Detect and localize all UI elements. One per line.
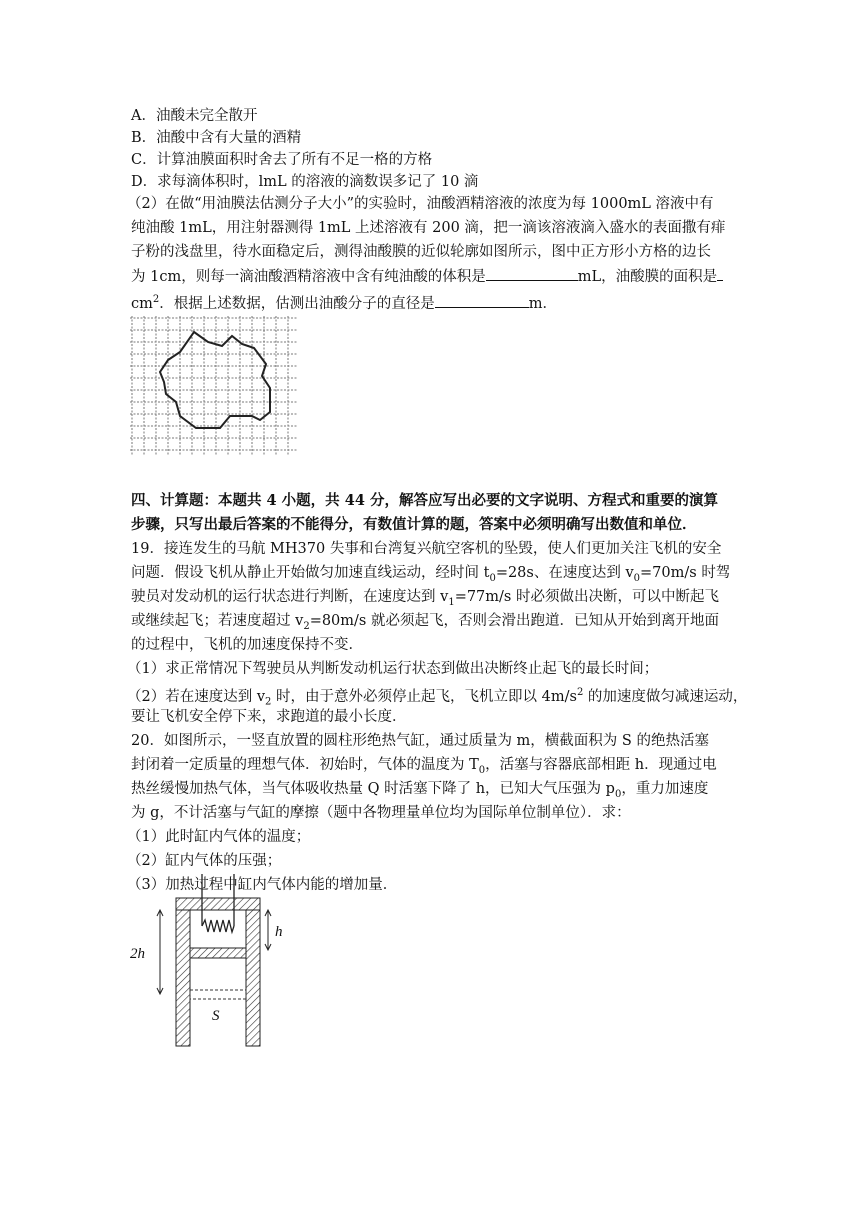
q19-part2-sub-v2: 2	[265, 696, 272, 708]
q20-sub-p0: 0	[614, 788, 622, 800]
q18-2-line5-sup: 2	[152, 294, 160, 305]
q20-line2	[131, 755, 717, 781]
q19-line2-b: =28s、在速度达到 v	[495, 565, 634, 581]
section-4-heading-line1: 四、计算题：本题共 4 小题，共 44 分，解答应写出必要的文字说明、方程式和重要的演算	[131, 492, 718, 509]
q20-part2: （2）缸内气体的压强；	[127, 853, 282, 869]
q19-sub-v2: 2	[303, 620, 310, 632]
q20-line3	[131, 779, 708, 805]
q19-line2-c: =70m/s 时驾	[640, 565, 731, 581]
q19-sub-t0: 0	[489, 572, 496, 584]
q19-part2-line2: 要让飞机安全停下来，求跑道的最小长度．	[131, 709, 407, 725]
option-d: D．求每滴体积时，lmL 的溶液的滴数误多记了 10 滴	[131, 174, 479, 190]
q20-line2-a: 封闭着一定质量的理想气体．初始时，气体的温度为 T	[131, 757, 479, 773]
q19-line5: 的过程中，飞机的加速度保持不变．	[131, 637, 363, 653]
oil-film-grid-figure	[130, 316, 298, 456]
q20-sub-t0: 0	[478, 764, 486, 776]
q19-line3-b: =77m/s 时必须做出决断，可以中断起飞	[454, 589, 719, 605]
cylinder-top-cap	[176, 898, 260, 910]
q19-line3-a: 驶员对发动机的运行状态进行判断，在速度达到 v	[131, 589, 449, 605]
label-h: h	[275, 924, 283, 940]
q20-line3-b: ，重力加速度	[621, 781, 709, 797]
q18-2-line5-text-b: ．根据上述数据，估测出油酸分子的直径是	[159, 295, 435, 312]
answer-blank-diameter[interactable]	[435, 293, 529, 308]
q19-sub-v0: 0	[633, 572, 641, 584]
q18-2-line3: 子粉的浅盘里，待水面稳定后，测得油酸膜的近似轮廓如图所示，图中正方形小方格的边长	[131, 244, 711, 260]
option-a: A．油酸未完全散开	[131, 108, 258, 124]
answer-blank-volume[interactable]	[486, 266, 578, 281]
q20-line2-b: ，活塞与容器底部相距 h．现通过电	[485, 757, 717, 773]
q18-2-line5-cm: cm	[131, 295, 153, 312]
answer-blank-area[interactable]	[717, 266, 723, 281]
q19-line4-b: =80m/s 就必须起飞，否则会滑出跑道．已知从开始到离开地面	[309, 613, 719, 629]
q19-part2-sup: 2	[576, 687, 584, 698]
piston	[190, 948, 246, 958]
cylinder-piston-figure	[126, 874, 296, 1052]
q18-2-line4-text-a: 为 1cm，则每一滴油酸酒精溶液中含有纯油酸的体积是	[131, 269, 486, 285]
section-4-heading-line2: 步骤，只写出最后答案的不能得分，有数值计算的题，答案中必须明确写出数值和单位．	[131, 516, 697, 533]
q19-line1: 19．接连发生的马航 MH370 失事和台湾复兴航空客机的坠毁，使人们更加关注飞机的安全	[131, 541, 722, 557]
q20-part3: （3）加热过程中缸内气体内能的增加量．	[127, 877, 398, 893]
label-2h: 2h	[130, 946, 145, 962]
option-c: C．计算油膜面积时舍去了所有不足一格的方格	[131, 152, 433, 168]
q19-part2-c: 的加速度做匀减速运动，	[583, 688, 748, 705]
q20-line3-a: 热丝缓慢加热气体，当气体吸收热量 Q 时活塞下降了 h，已知大气压强为 p	[131, 781, 615, 797]
q19-line2-a: 问题．假设飞机从静止开始做匀加速直线运动，经时间 t	[131, 565, 490, 581]
q18-2-line5-text-c: m．	[528, 295, 557, 312]
q18-2-line1: （2）在做“用油膜法估测分子大小”的实验时，油酸酒精溶液的浓度为每 1000mL 溶液中有	[127, 196, 714, 212]
q19-line4-a: 或继续起飞；若速度超过 v	[131, 613, 304, 629]
heater-coil	[202, 920, 234, 932]
option-b: B．油酸中含有大量的酒精	[131, 130, 302, 146]
q20-line4: 为 g，不计活塞与气缸的摩擦（题中各物理量单位均为国际单位制单位）．求：	[131, 805, 631, 821]
q20-line1: 20．如图所示，一竖直放置的圆柱形绝热气缸，通过质量为 m，横截面积为 S 的绝热活塞	[131, 733, 709, 749]
q19-line4	[131, 611, 719, 637]
piston-initial-position	[190, 990, 246, 999]
q18-2-line5	[131, 290, 557, 314]
q20-part1: （1）此时缸内气体的温度；	[127, 829, 311, 845]
q19-sub-v1: 1	[448, 596, 455, 608]
q19-part1: （1）求正常情况下驾驶员从判断发动机运行状态到做出决断终止起飞的最长时间；	[127, 661, 659, 677]
cylinder-right-wall	[246, 910, 260, 1046]
q19-part2-b: 时，由于意外必须停止起飞，飞机立即以 4m/s	[271, 688, 577, 705]
cylinder-left-wall	[176, 910, 190, 1046]
q18-2-line2: 纯油酸 1mL，用注射器测得 1mL 上述溶液有 200 滴，把一滴该溶液滴入盛水的表面撒有痱	[131, 220, 726, 236]
grid-lines	[130, 316, 298, 456]
label-S: S	[212, 1008, 220, 1024]
q18-2-line4	[131, 266, 723, 287]
q19-line3	[131, 587, 719, 613]
q18-2-line4-text-b: mL，油酸膜的面积是	[577, 269, 718, 285]
q19-line2	[131, 563, 730, 589]
q19-part2-a: （2）若在速度达到 v	[127, 688, 266, 705]
